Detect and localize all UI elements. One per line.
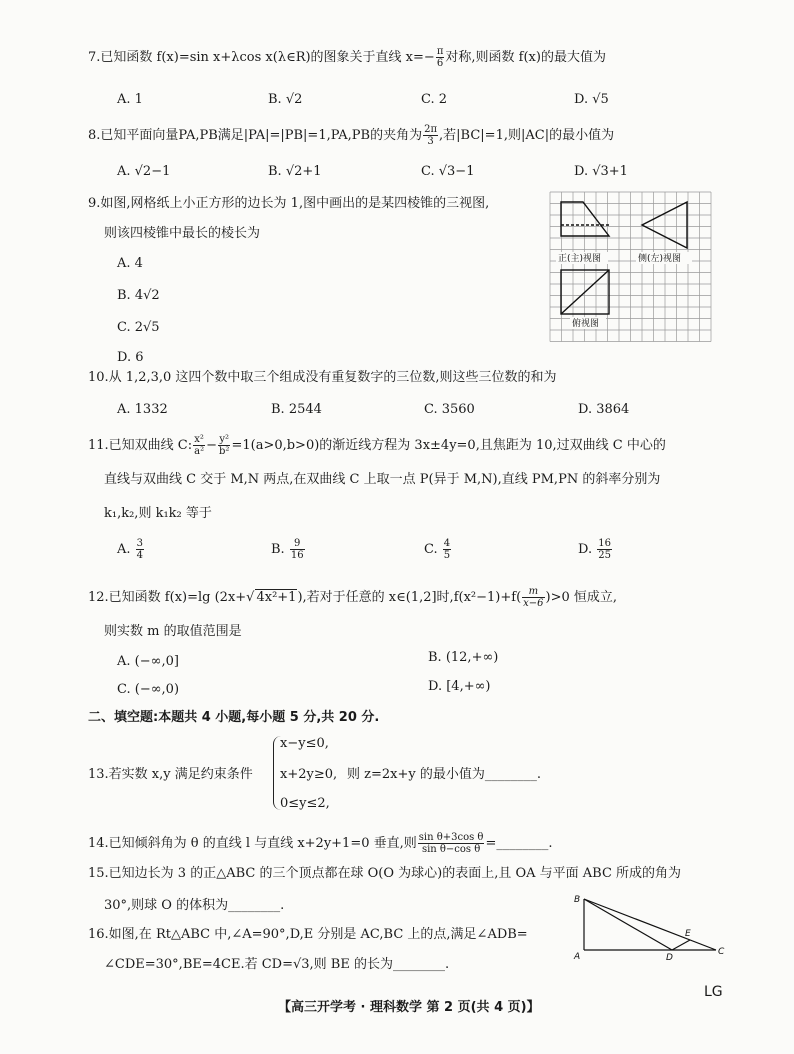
point-a-label: A: [574, 952, 581, 962]
q14-stem: [88, 832, 552, 855]
q9-stem-line2: 则该四棱锥中最长的棱长为: [104, 226, 261, 241]
q11-option-a-label: A.: [117, 542, 131, 557]
q11-option-b-den: 16: [290, 550, 304, 561]
q13-tail: 则 z=2x+y 的最小值为________.: [347, 767, 541, 782]
three-view-figure: [546, 190, 716, 342]
triangle-figure: [570, 892, 730, 962]
q13-lead: 13.若实数 x,y 满足约束条件: [88, 767, 253, 782]
q11-option-a: [117, 538, 145, 561]
q11-option-c: [424, 538, 452, 561]
top-view-label: 俯视图: [572, 319, 600, 329]
q12-sqrt: 4x²+1: [256, 590, 297, 605]
q14-frac: [418, 832, 485, 855]
q11-stem-line1: 11.已知双曲线 C: $\frac{\text{x²}}{\text{a²}}$ − $\frac{\text{y²}}{\text{b²}}$ =1(a>0,b>0)的渐近线方程为 3x±4y=0,且焦距为 10,过双曲线 C 中心的: [88, 434, 666, 457]
q11-stem-a: 11.已知双曲线 C:: [88, 438, 193, 453]
q14-frac-den: sin θ−cos θ: [421, 844, 481, 855]
q11-frac-x: [193, 434, 205, 457]
q7-option-b: B. √2: [268, 92, 303, 107]
q7-stem: [88, 46, 606, 69]
q10-option-b: B. 2544: [271, 402, 322, 417]
q14-frac-num: sin θ+3cos θ: [418, 832, 484, 843]
front-view: [561, 202, 609, 236]
q10-option-c: C. 3560: [424, 402, 475, 417]
q9-option-c: C. 2√5: [117, 320, 160, 335]
q10-option-d: D. 3864: [578, 402, 630, 417]
q11-frac-y-num: y²: [219, 434, 230, 445]
q12-stem-b: ),若对于任意的 x∈(1,2]时,f(x²−1)+f: [297, 590, 517, 605]
q13-constraint-1: x−y≤0,: [280, 736, 329, 751]
q8-option-d: D. √3+1: [574, 164, 628, 179]
q11-option-b-label: B.: [271, 542, 285, 557]
q11-option-a-den: 4: [136, 550, 144, 561]
q13-constraint-2: x+2y≥0,: [280, 767, 338, 782]
q12-stem-line1: 12.已知函数 f(x)=lg (2x+√ 4x²+1),若对于任意的 x∈(1,2]时,f(x²−1)+f( $\frac{m}{x-6}$ )>0 恒成立,: [88, 586, 618, 609]
q11-frac-x-num: x²: [194, 434, 204, 445]
q11-option-c-frac: [443, 538, 451, 561]
q11-option-d: [578, 538, 613, 561]
side-view: [642, 202, 687, 248]
q14-stem-b: =________.: [485, 836, 553, 851]
q8-frac-den: 3: [427, 136, 434, 147]
q11-frac-y-den: b²: [219, 446, 230, 457]
q16-stem-line1: 16.如图,在 Rt△ABC 中,∠A=90°,D,E 分别是 AC,BC 上的点,满足∠ADB=: [88, 927, 528, 942]
footer-code: LG: [704, 984, 723, 1000]
q11-option-b-num: 9: [290, 538, 305, 550]
footer-page-info: 【高三开学考 · 理科数学 第 2 页(共 4 页)】: [278, 1000, 540, 1015]
q11-option-c-label: C.: [424, 542, 438, 557]
q8-option-c: C. √3−1: [421, 164, 475, 179]
q11-option-d-frac: [597, 538, 612, 561]
q9-option-a: A. 4: [117, 256, 143, 271]
q11-frac-y: [218, 434, 230, 457]
q7-option-c: C. 2: [421, 92, 448, 107]
q8-frac: [423, 124, 438, 147]
q12-option-d: D. [4,+∞): [428, 679, 491, 694]
q16-stem-line2: ∠CDE=30°,BE=4CE.若 CD=√3,则 BE 的长为________.: [104, 957, 450, 972]
q11-option-b-frac: [290, 538, 305, 561]
point-b-label: B: [574, 895, 581, 905]
q8-option-b: B. √2+1: [268, 164, 322, 179]
q13-constraint-3: 0≤y≤2,: [280, 796, 330, 811]
q9-option-d: D. 6: [117, 350, 144, 365]
q15-stem-line1: 15.已知边长为 3 的正△ABC 的三个顶点都在球 O(O 为球心)的表面上,且 OA 与平面 ABC 所成的角为: [88, 866, 682, 881]
q12-stem-line2: 则实数 m 的取值范围是: [104, 624, 242, 639]
q12-frac-den: x−6: [523, 598, 544, 609]
q11-option-c-num: 4: [443, 538, 451, 549]
q10-stem: 10.从 1,2,3,0 这四个数中取三个组成没有重复数字的三位数,则这些三位数的和为: [88, 370, 557, 385]
q11-option-c-den: 5: [443, 550, 451, 561]
q12-option-b: B. (12,+∞): [428, 650, 499, 665]
q7-frac-den: 6: [436, 58, 444, 69]
q12-stem-c: >0 恒成立,: [550, 590, 618, 605]
q7-frac-num: π: [436, 46, 444, 57]
q11-option-a-frac: [136, 538, 144, 561]
q7-stem-b: 对称,则函数 f(x)的最大值为: [445, 50, 606, 65]
q8-stem-b: ,若|BC|=1,则|AC|的最小值为: [439, 128, 615, 143]
q11-stem-line2: 直线与双曲线 C 交于 M,N 两点,在双曲线 C 上取一点 P(异于 M,N),直线 PM,PN 的斜率分别为: [104, 472, 661, 487]
q10-option-a: A. 1332: [117, 402, 168, 417]
side-view-label: 侧(左)视图: [638, 254, 682, 264]
section-2-heading: 二、填空题:本题共 4 小题,每小题 5 分,共 20 分.: [88, 710, 380, 725]
q8-stem: [88, 124, 614, 147]
point-d-label: D: [666, 953, 673, 962]
q11-option-d-label: D.: [578, 542, 593, 557]
q8-stem-a: 8.已知平面向量PA,PB满足|PA|=|PB|=1,PA,PB的夹角为: [88, 128, 423, 143]
point-c-label: C: [718, 947, 725, 957]
q12-option-c: C. (−∞,0): [117, 682, 180, 697]
q12-option-a: A. (−∞,0]: [117, 654, 179, 669]
point-e-label: E: [685, 929, 691, 939]
q9-stem-line1: 9.如图,网格纸上小正方形的边长为 1,图中画出的是某四棱锥的三视图,: [88, 196, 490, 211]
front-view-label: 正(主)视图: [558, 254, 602, 264]
q12-stem-a: 12.已知函数 f(x)=lg (2x+: [88, 590, 247, 605]
q11-option-a-num: 3: [136, 538, 144, 549]
q12-frac-num: m: [522, 586, 544, 598]
q7-frac: [436, 46, 445, 69]
q7-option-d: D. √5: [574, 92, 609, 107]
q11-stem-b: =1(a>0,b>0)的渐近线方程为 3x±4y=0,且焦距为 10,过双曲线 C 中心的: [231, 438, 666, 453]
q12-frac: [522, 586, 544, 609]
q11-option-b: [271, 538, 306, 561]
q15-stem-line2: 30°,则球 O 的体积为________.: [104, 898, 285, 913]
q11-option-d-num: 16: [598, 538, 611, 549]
q11-option-d-den: 25: [598, 550, 611, 561]
q14-stem-a: 14.已知倾斜角为 θ 的直线 l 与直线 x+2y+1=0 垂直,则: [88, 836, 417, 851]
q7-stem-a: 7.已知函数 f(x)=sin x+λcos x(λ∈R)的图象关于直线 x=−: [88, 50, 435, 65]
q11-frac-x-den: a²: [194, 446, 205, 457]
q9-option-b: B. 4√2: [117, 288, 160, 303]
q8-frac-num: 2π: [424, 124, 438, 135]
q8-option-a: A. √2−1: [117, 164, 171, 179]
top-view: [561, 270, 609, 314]
q7-option-a: A. 1: [117, 92, 143, 107]
q11-stem-line3: k₁,k₂,则 k₁k₂ 等于: [104, 506, 212, 521]
